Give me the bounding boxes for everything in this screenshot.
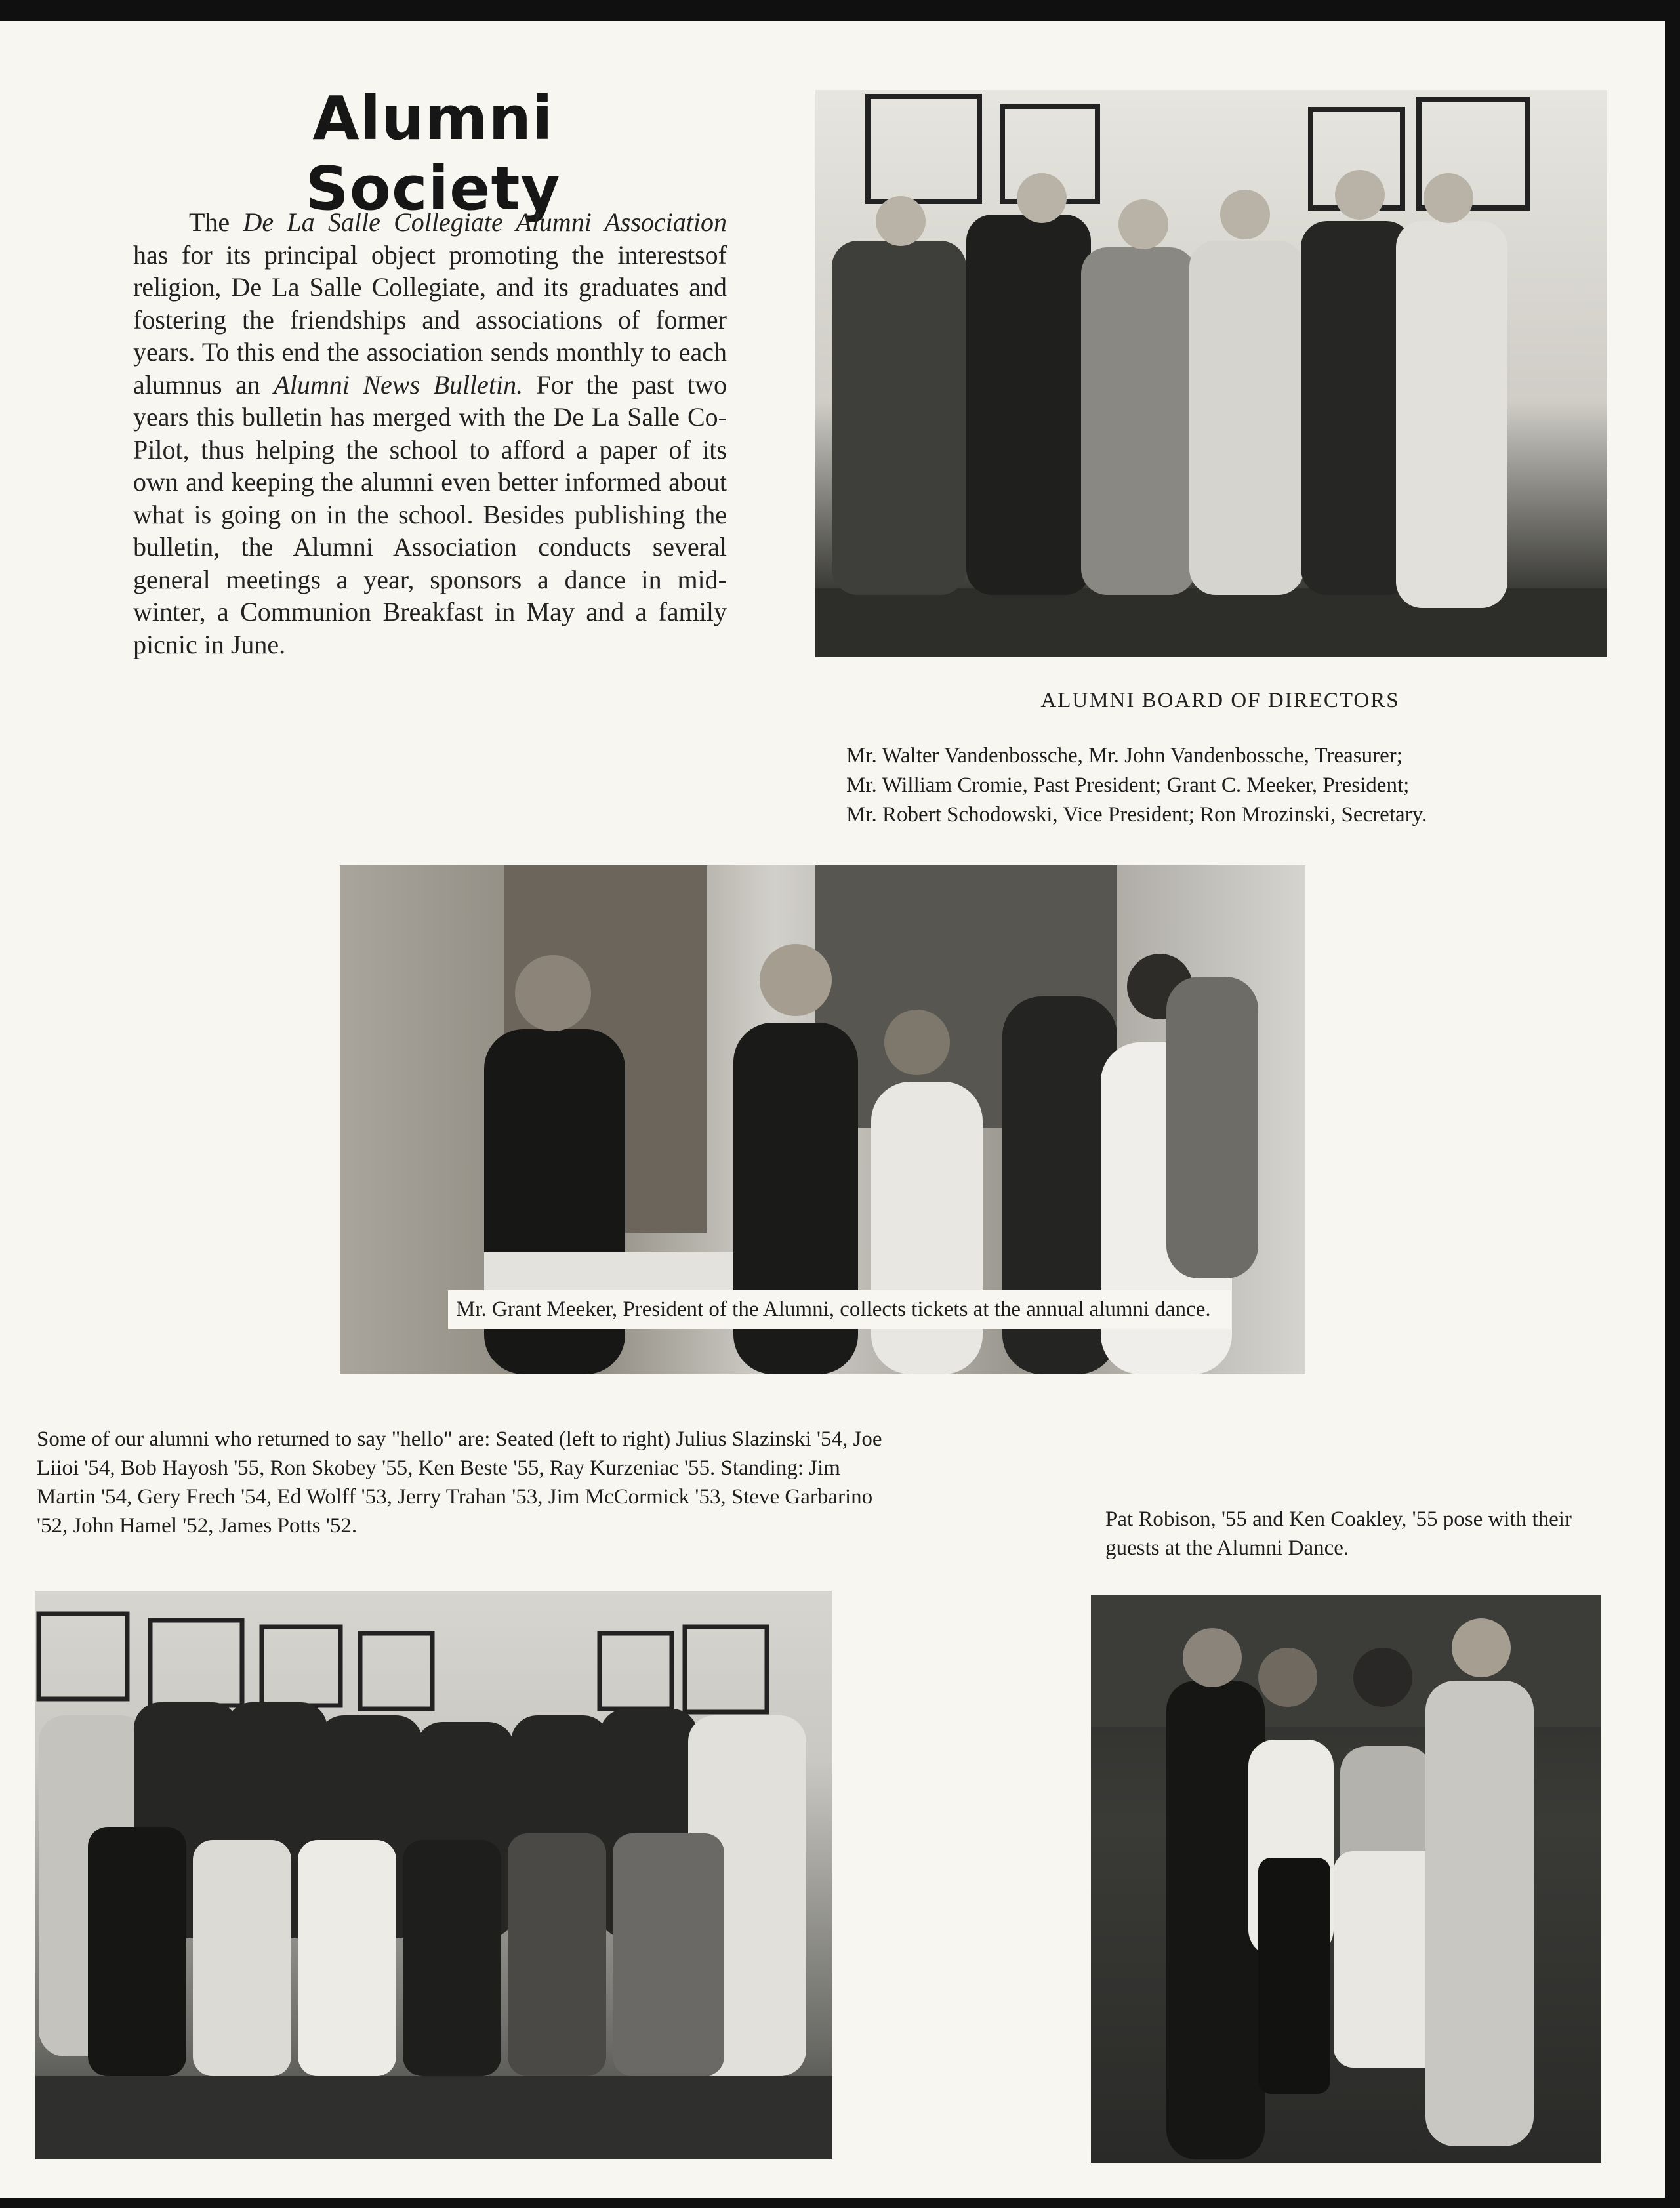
dance-photo-caption: Mr. Grant Meeker, President of the Alumni, collects tickets at the annual alumni dance. [448,1290,1231,1329]
page-title: Alumni Society [305,83,561,224]
intro-text-1: The [189,207,243,237]
intro-text-2: has for its principal object promoting the interestsof religion, De La Salle Collegiate, and its graduates and fostering the friendships and associations of former years. To this end the association sends monthly to each alumnus an [133,239,727,399]
group-photo-caption: Some of our alumni who returned to say "hello" are: Seated (left to right) Julius Slazinski '54, Joe Liioi '54, Bob Hayosh '55, Ron Skobey '55, Ken Beste '55, Ray Kurzeniac '55. Standing: Jim Martin '54, Gery Frech '54, Ed Wolff '53, Jerry Trahan '53, Jim McCormick '53, Steve Garbarino '52, John Hamel '52, James Potts '52. [37,1427,882,1538]
intro-text-3: For the past two years this bulletin has merged with the De La Salle Co-Pilot, thus helping the school to afford a paper of its own and keeping the alumni even better informed about what is going on in the school. Besides publishing the bulletin, the Alumni Association conducts several general meetings a year, sponsors a dance in mid-winter, a Communion Breakfast in May and a family picnic in June. [133,369,727,659]
board-members-list [846,741,1607,830]
board-of-directors-photo [815,90,1607,657]
board-caption-heading: ALUMNI BOARD OF DIRECTORS [1040,689,1400,712]
intro-association-name: De La Salle Collegiate Alumni Association [243,207,727,237]
board-line: Mr. Walter Vandenbossche, Mr. John Vandenbossche, Treasurer; [846,744,1403,767]
yearbook-page [0,21,1665,2198]
alumni-group-photo [35,1591,832,2159]
intro-bulletin-name: Alumni News Bulletin. [274,369,523,399]
couples-photo-caption: Pat Robison, '55 and Ken Coakley, '55 pose with their guests at the Alumni Dance. [1105,1507,1572,1560]
board-line: Mr. Robert Schodowski, Vice President; Ron Mrozinski, Secretary. [846,803,1427,827]
intro-paragraph [133,206,727,661]
couples-photo [1091,1595,1601,2163]
board-line: Mr. William Cromie, Past President; Grant C. Meeker, President; [846,773,1410,797]
